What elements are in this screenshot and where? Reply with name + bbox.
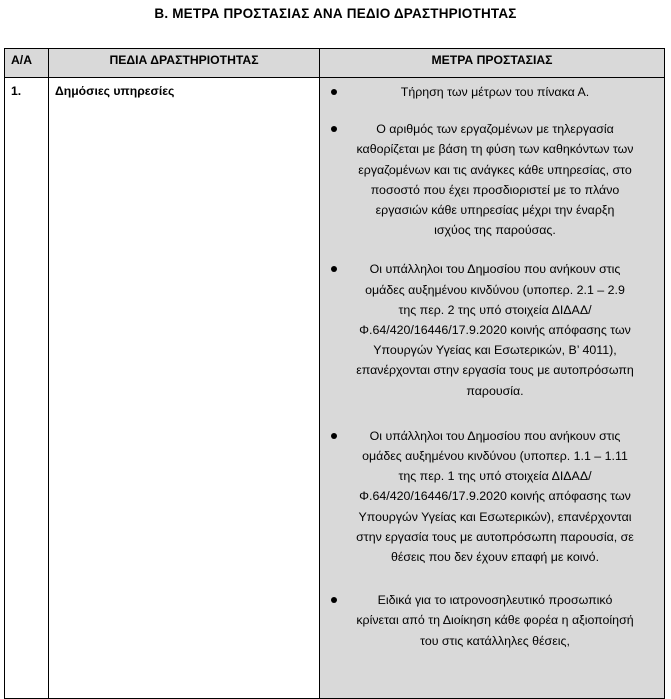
measure-text: Ο αριθμός των εργαζομένων με τηλεργασία καθορίζεται με βάση τη φύση των καθηκόντων των εργαζομένων και τις ανάγκες κάθε υπηρεσίας, στο ποσοστό που έχει προσδιοριστεί με το πλάνο εργασιών κάθε υπηρεσίας μέχρι την έναρξη ισχύος της παρούσας. xyxy=(356,122,634,238)
measure-text: Οι υπάλληλοι του Δημοσίου που ανήκουν στις ομάδες αυξημένου κινδύνου (υποπερ. 2.1 – 2.9 της περ. 2 της υπό στοιχεία ΔΙΔΑΔ/Φ.64/420/16446/17.9.2020 κοινής απόφασης των Υπουργών Υγείας και Εσωτερικών, Β’ 4011), επανέρχονται στην εργασία τους με αυτοπρόσωπη παρουσία. xyxy=(356,262,634,398)
bullet-icon xyxy=(331,126,337,132)
measure-text: Ειδικά για το ιατρονοσηλευτικό προσωπικό κρίνεται από τη Διοίκηση κάθε φορέα η αξιοποίησή του στις κατάλληλες θέσεις, xyxy=(356,593,634,648)
measure-item xyxy=(320,82,664,102)
bullet-icon xyxy=(331,597,337,603)
bullet-icon xyxy=(331,433,337,439)
activity-field: Δημόσιες υπηρεσίες xyxy=(49,78,320,699)
protection-measures-table xyxy=(4,48,665,699)
column-header-aa: Α/Α xyxy=(5,49,49,78)
measure-text: Οι υπάλληλοι του Δημοσίου που ανήκουν στις ομάδες αυξημένου κινδύνου (υποπερ. 1.1 – 1.11 της περ. 1 της υπό στοιχεία ΔΙΔΑΔ/Φ.64/420/16446/17.9.2020 κοινής απόφασης των Υπουργών Υγείας και Εσωτερικών), επανέρχονται στην εργασία τους με αυτοπρόσωπη παρουσία, σε θέσεις που δεν έχουν επαφή με κοινό. xyxy=(356,428,634,565)
table-header-row xyxy=(5,49,665,78)
measure-text: Τήρηση των μέτρων του πίνακα Α. xyxy=(400,85,590,99)
measure-item xyxy=(320,590,664,651)
measure-item xyxy=(320,259,664,400)
bullet-icon xyxy=(331,266,337,272)
table-row xyxy=(5,78,665,699)
measures-list xyxy=(320,82,664,651)
column-header-measures: ΜΕΤΡΑ ΠΡΟΣΤΑΣΙΑΣ xyxy=(320,49,665,78)
measures-cell xyxy=(320,78,665,699)
measure-item xyxy=(320,426,664,567)
bullet-icon xyxy=(331,89,337,95)
row-number: 1. xyxy=(5,78,49,699)
column-header-field: ΠΕΔΙΑ ΔΡΑΣΤΗΡΙΟΤΗΤΑΣ xyxy=(49,49,320,78)
page-title: Β. ΜΕΤΡΑ ΠΡΟΣΤΑΣΙΑΣ ΑΝΑ ΠΕΔΙΟ ΔΡΑΣΤΗΡΙΟΤΗΤΑΣ xyxy=(154,6,517,21)
measure-item xyxy=(320,119,664,240)
